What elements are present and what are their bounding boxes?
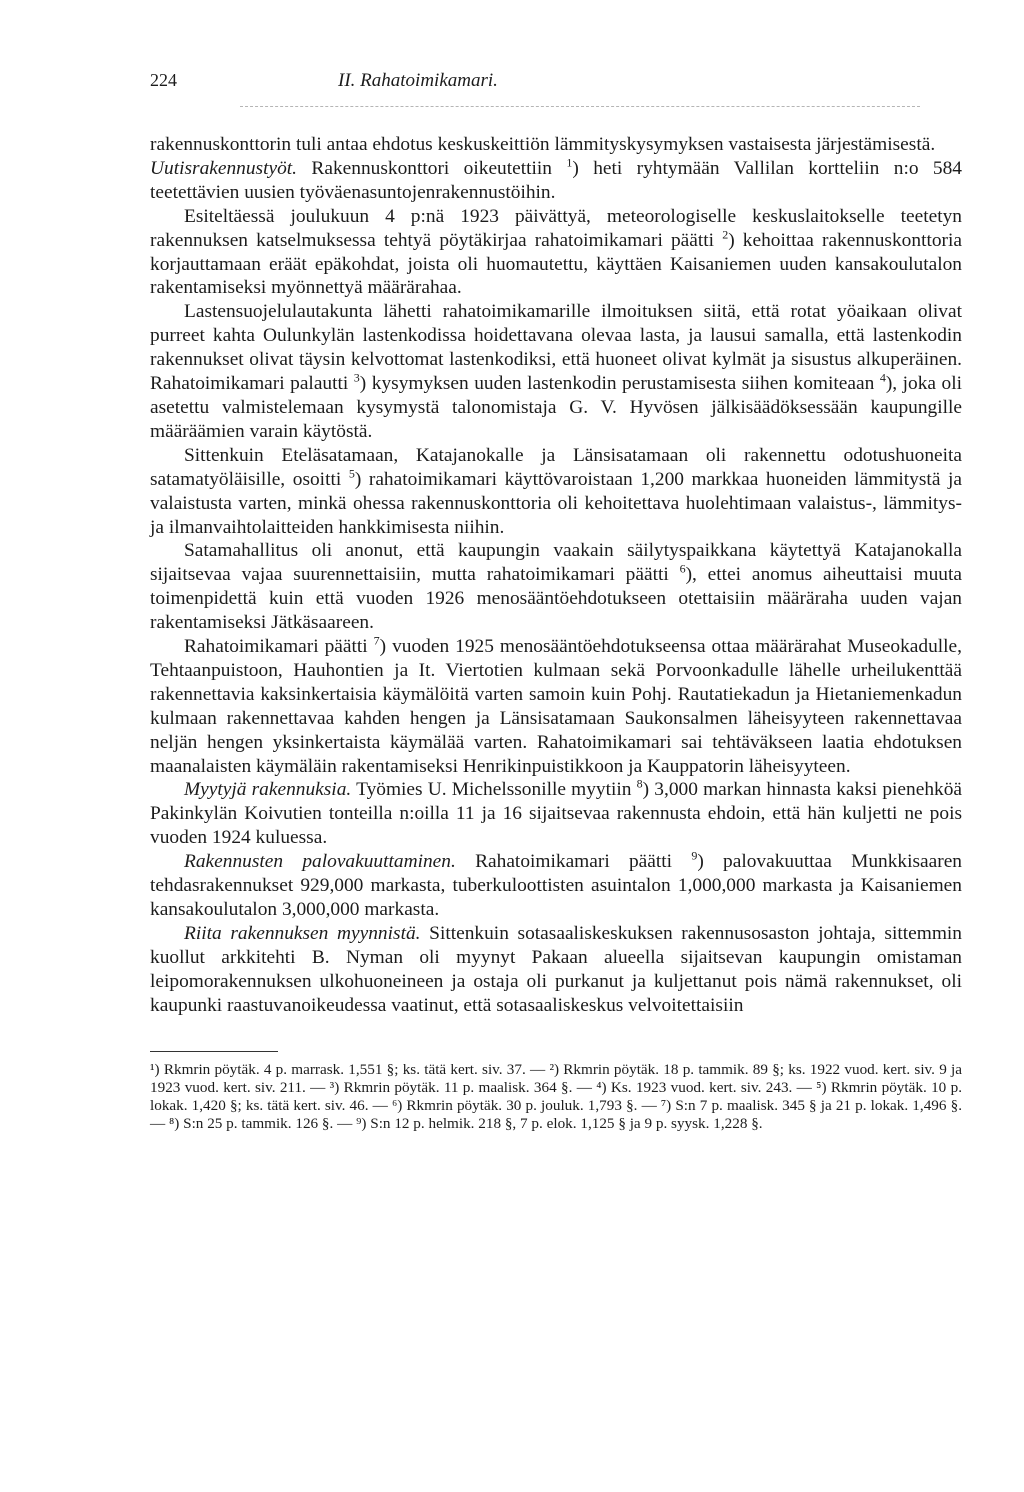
paragraph bbox=[150, 300, 962, 443]
text-run: Rakennuskonttori oikeutettiin bbox=[297, 157, 567, 179]
page-header bbox=[150, 70, 962, 100]
text-run: ) rahatoimikamari käyttövaroistaan 1,200 markkaa huoneiden lämmitystä ja valaistusta varten, minkä ohessa rakennuskonttoria oli kehoitettava huolehtimaan valaistus-, lämmitys- ja ilmanvaihtolaitteiden hankkimisesta niihin. bbox=[150, 468, 963, 538]
footnote-ref: 9 bbox=[691, 848, 698, 863]
text-run: Rahatoimikamari päätti bbox=[455, 851, 692, 873]
text-run: rakennuskonttorin tuli antaa ehdotus keskuskeittiön lämmityskysymyksen vastaisesta järjestämisestä. bbox=[150, 134, 936, 155]
text-run: ) kehoittaa rakennuskonttoria korjauttamaan eräät epäkohdat, joista oli huomautettu, käyttäen Kaisaniemen uuden kansakoulutalon rakentamiseksi myönnettyä määrärahaa. bbox=[150, 229, 962, 299]
footnote-ref: 2 bbox=[722, 227, 729, 242]
text-run: ) 3,000 markan hinnasta kaksi pienehköä Pakinkylän Koivutien tonteilla n:oilla 11 ja 16 sijaitsevaa rakennusta ehdoin, että hän kuljetti ne pois vuoden 1924 kuluessa. bbox=[150, 779, 963, 849]
paragraph bbox=[150, 157, 962, 205]
text-run: Lastensuojelulautakunta lähetti rahatoimikamarille ilmoituksen siitä, että rotat yöaikaan olivat purreet kahta Oulunkylän lastenkodissa hoidettavana olevaa lasta, ja lausui samalla, että lastenkodin rakennukset olivat täysin kelvottomat lastenkodiksi, että huoneet olivat kylmät ja sisustus alkuperäinen. Rahatoimikamari palautti bbox=[150, 301, 962, 395]
paragraph bbox=[150, 778, 962, 850]
footnote: ¹) Rkmrin pöytäk. 4 p. marrask. 1,551 §; ks. tätä kert. siv. 37. — ²) Rkmrin pöytäk. 18 p. tammik. 89 §; ks. 1922 vuod. kert. siv. 9 ja 1923 vuod. kert. siv. 211. — ³) Rkmrin pöytäk. 11 p. maalisk. 364 §. — ⁴) Ks. 1923 vuod. kert. siv. 243. — ⁵) Rkmrin pöytäk. 10 p. lokak. 1,420 §; ks. tätä kert. siv. 46. — ⁶) Rkmrin pöytäk. 30 p. jouluk. 1,793 §. — ⁷) S:n 7 p. maalisk. 345 § ja 21 p. lokak. 1,496 §. — ⁸) S:n 25 p. tammik. 126 §. — ⁹) S:n 12 p. helmik. 218 §, 7 p. elok. 1,125 § ja 9 p. syysk. 1,228 §. bbox=[150, 1060, 962, 1132]
text-run: ), ettei anomus aiheuttaisi muuta toimenpidettä kuin että vuoden 1926 menosääntöehdotukseen otettaisiin määräraha uuden vajan rakentamiseksi Jätkäsaareen. bbox=[150, 564, 962, 634]
text-run: ), joka oli asetettu valmistelemaan kysymystä talonomistaja G. V. Hyvösen jälkisäädöksessään kaupungille määräämien varain käytöstä. bbox=[150, 373, 962, 442]
paragraph bbox=[150, 922, 962, 1018]
section-heading: Rakennusten palovakuuttaminen. bbox=[184, 851, 456, 873]
text-run: Rahatoimikamari päätti bbox=[184, 636, 374, 658]
text-run: Sittenkuin Eteläsatamaan, Katajanokalle ja Länsisatamaan oli rakennettu odotushuoneita satamatyöläisille, osoitti bbox=[150, 444, 962, 490]
document-page bbox=[150, 70, 962, 1133]
text-run: Esiteltäessä joulukuun 4 p:nä 1923 päivättyä, meteorologiselle keskuslaitokselle teetetyn rakennuksen katselmuksessa tehtyä pöytäkirjaa rahatoimikamari päätti bbox=[150, 205, 962, 251]
footnote-ref: 5 bbox=[348, 466, 355, 481]
paragraph bbox=[150, 133, 962, 157]
paragraph bbox=[150, 205, 962, 301]
section-heading: Uutisrakennustyöt. bbox=[150, 157, 298, 179]
text-run: ) heti ryhtymään Vallilan kortteliin n:o 584 teetettävien uusien työväenasuntojenrakennustöihin. bbox=[150, 157, 962, 203]
text-run: Työmies U. Michelssonille myytiin bbox=[351, 779, 637, 801]
text-run: ) kysymyksen uuden lastenkodin perustamisesta siihen komiteaan bbox=[359, 373, 880, 395]
text-run: ) palovakuuttaa Munkkisaaren tehdasrakennukset 929,000 markasta, tuberkuloottisten asuintalon 1,000,000 markasta ja Kaisaniemen kansakoulutalon 3,000,000 markasta. bbox=[150, 851, 963, 920]
paragraph bbox=[150, 635, 962, 778]
header-rule bbox=[240, 106, 920, 107]
footnote-ref: 8 bbox=[636, 777, 643, 791]
footnote-ref: 1 bbox=[566, 155, 573, 170]
section-heading: Myytyjä rakennuksia. bbox=[184, 779, 352, 801]
text-run: Sittenkuin sotasaaliskeskuksen rakennusosaston johtaja, sittemmin kuollut arkkitehti B. Nyman oli myynyt Pakaan alueella sijaitsevan kaupungin omistaman leipomorakennuksen ulkohuoneineen ja ostaja oli purkanut ja kuljettanut pois nämä rakennukset, oli kaupunki raastuvanoikeudessa vaatinut, että sotasaaliskeskus velvoitettaisiin bbox=[150, 922, 962, 1016]
paragraph bbox=[150, 539, 962, 635]
footnote-ref: 4 bbox=[879, 370, 886, 385]
footnote-rule bbox=[150, 1051, 278, 1052]
section-heading: Riita rakennuksen myynnistä. bbox=[184, 922, 421, 944]
paragraph bbox=[150, 444, 962, 540]
footnote-ref: 6 bbox=[679, 561, 686, 576]
body-text bbox=[150, 133, 962, 1018]
text-run: Satamahallitus oli anonut, että kaupungin vaakain säilytyspaikkana käytettyä Katajanokalla sijaitsevaa vajaa suurennettaisiin, mutta rahatoimikamari päätti bbox=[150, 540, 962, 586]
footnote-ref: 3 bbox=[353, 370, 360, 385]
footnotes bbox=[150, 1061, 962, 1133]
paragraph bbox=[150, 850, 962, 922]
footnote-ref: 7 bbox=[373, 633, 380, 648]
running-title: II. Rahatoimikamari. bbox=[338, 70, 498, 91]
page-number: 224 bbox=[150, 70, 177, 90]
text-run: ) vuoden 1925 menosääntöehdotukseensa ottaa määrärahat Museokadulle, Tehtaanpuistoon, Hauhontien ja It. Viertotien kulmaan sekä Porvoonkadulle lähelle urheilukenttää rakennettavia kaksinkertaisia käymälöitä varten samoin kuin Pohj. Rautatiekadun ja Hietaniemenkadun kulmaan rakennettavaa kahden hengen ja Länsisatamaan Saukonsalmen läheisyyteen rakennettavaa neljän hengen yksinkertaista käymälää varten. Rahatoimikamari sai tehtäväkseen laatia ehdotuksen maanalaisten käymäläin rakentamiseksi Henrikinpuistikkoon ja Kauppatorin läheisyyteen. bbox=[150, 636, 962, 777]
